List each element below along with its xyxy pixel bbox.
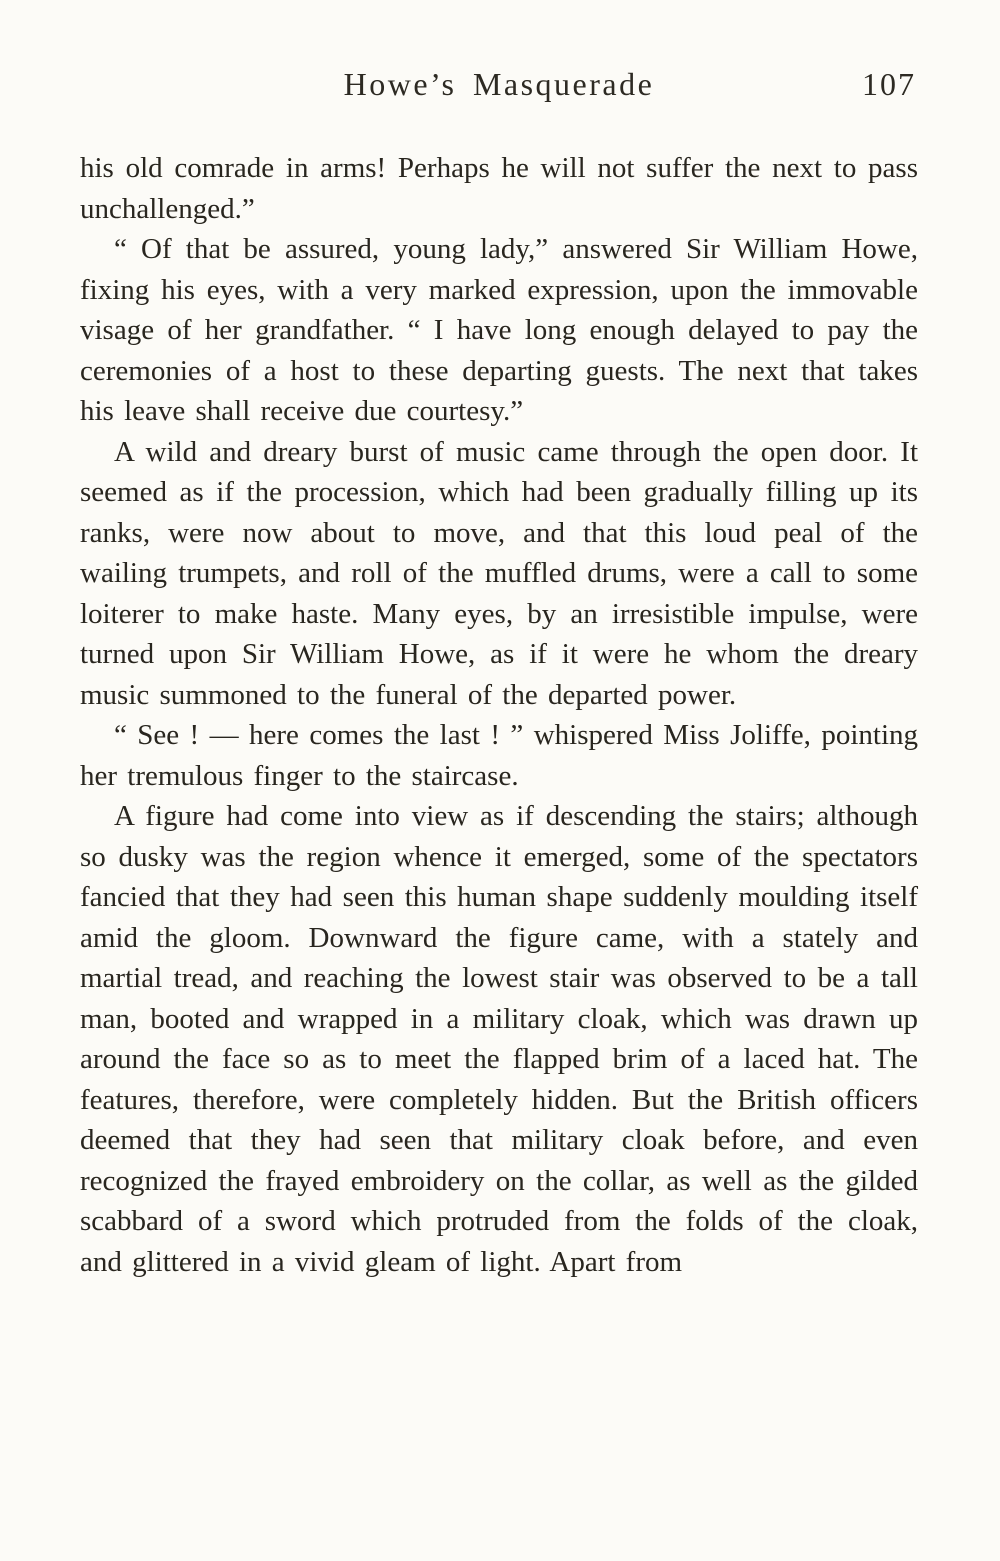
page-body — [80, 148, 918, 1282]
paragraph: A wild and dreary burst of music came through the open door. It seemed as if the procession, which had been gradually filling up its ranks, were now about to move, and that this loud peal of the wailing trumpets, and roll of the muffled drums, were a call to some loiterer to make haste. Many eyes, by an irresistible impulse, were turned upon Sir William Howe, as if it were he whom the dreary music summoned to the funeral of the departed power. — [80, 435, 918, 711]
page-header — [80, 66, 918, 110]
paragraph: “ Of that be assured, young lady,” answered Sir William Howe, fixing his eyes, with a very marked expression, upon the immovable visage of her grandfather. “ I have long enough delayed to pay the ceremonies of a host to these departing guests. The next that takes his leave shall receive due courtesy.” — [80, 233, 918, 427]
paragraph: his old comrade in arms! Perhaps he will not suffer the next to pass unchallenged.” — [80, 152, 918, 225]
running-title: Howe’s Masquerade — [343, 66, 655, 102]
paragraph: “ See ! — here comes the last ! ” whispered Miss Joliffe, pointing her tremulous finger to the staircase. — [80, 719, 918, 792]
page-number: 107 — [862, 66, 916, 102]
paragraph: A figure had come into view as if descending the stairs; although so dusky was the region whence it emerged, some of the spectators fancied that they had seen this human shape suddenly moulding itself amid the gloom. Downward the figure came, with a stately and martial tread, and reaching the lowest stair was observed to be a tall man, booted and wrapped in a military cloak, which was drawn up around the face so as to meet the flapped brim of a laced hat. The features, therefore, were completely hidden. But the British officers deemed that they had seen that military cloak before, and even recognized the frayed embroidery on the collar, as well as the gilded scabbard of a sword which protruded from the folds of the cloak, and glittered in a vivid gleam of light. Apart from — [80, 800, 918, 1278]
